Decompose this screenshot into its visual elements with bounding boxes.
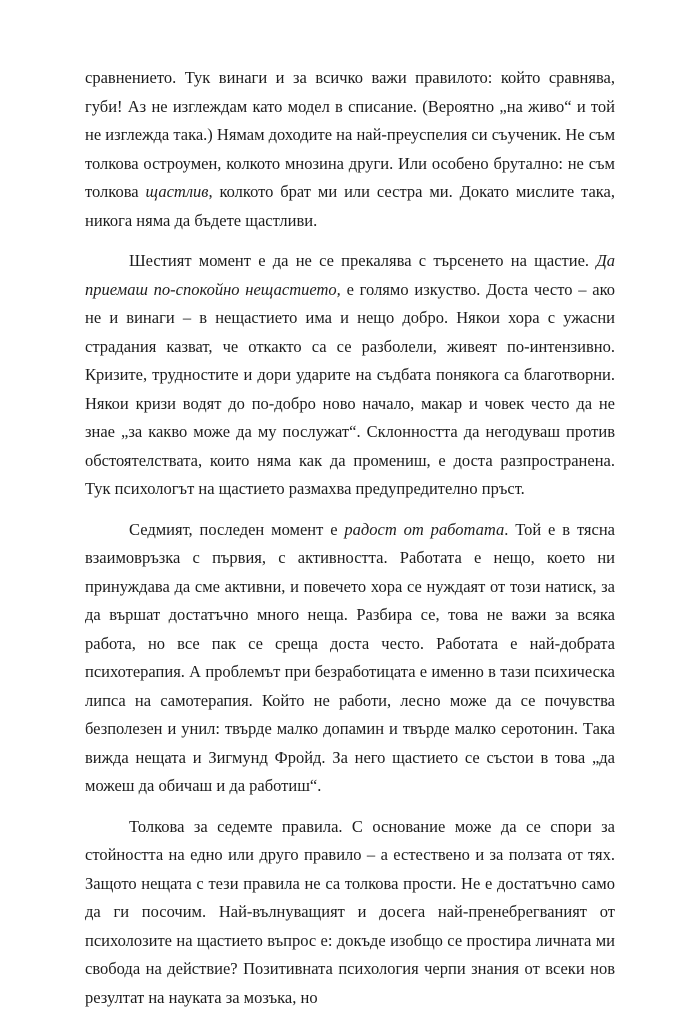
paragraph-3 — [85, 516, 615, 801]
paragraph-2-text-1: Шестият момент е да не се прекалява с търсенето на щастие. — [129, 251, 596, 270]
paragraph-4 — [85, 813, 615, 1012]
paragraph-3-text-2: . Той е в тясна взаимовръзка с първия, с активността. Работата е нещо, което ни принуждава да сме активни, и повечето хора се нуждаят от този натиск, за да вършат достатъчно много неща. Разбира се, това не важи за всяка работа, но все пак се среща доста често. Работата е най-добрата психотерапия. А проблемът при безработицата е именно в тази психическа липса на самотерапия. Който не работи, лесно може да се почувства безполезен и унил: твърде малко допамин и твърде малко серотонин. Така вижда нещата и Зигмунд Фройд. За него щастието се състои в това „да можеш да обичаш и да работиш“. — [85, 520, 615, 796]
paragraph-2 — [85, 247, 615, 504]
paragraph-1-text-2: , колкото брат ми или сестра ми. Докато мислите така, никога няма да бъдете щастливи. — [85, 182, 615, 230]
paragraph-2-italic-1: Да приемаш по-спокойно нещастието, — [85, 251, 615, 299]
paragraph-4-text-1: Толкова за седемте правила. С основание може да се спори за стойността на едно или друго правило – а естествено и за ползата от тях. Защото нещата с тези правила не са толкова прости. Не е достатъчно само да ги посочим. Най-вълнуващият и досега най-пренебрегваният от психолозите на щастието въпрос е: докъде изобщо се простира личната ми свобода на действие? Позитивната психология черпи знания от всеки нов резултат на науката за мозъка, но — [85, 817, 615, 1007]
paragraph-1-text-1: сравнението. Тук винаги и за всичко важи правилото: който сравнява, губи! Аз не изглеждам като модел в списание. (Вероятно „на живо“ и той не изглежда така.) Нямам доходите на най-преуспелия си съученик. Не съм толкова остроумен, колкото мнозина други. Или особено брутално: не съм толкова — [85, 68, 615, 201]
paragraph-2-text-2: е голямо изкуство. Доста често – ако не и винаги – в нещастието има и нещо добро. Някои хора с ужасни страдания казват, че откакто са се разболели, живеят по-интензивно. Кризите, трудностите и дори ударите на съдбата понякога са благотворни. Някои кризи водят до по-добро ново начало, макар и човек често да не знае „за какво може да му послужат“. Склонността да негодуваш против обстоятелствата, които няма как да промениш, е доста разпространена. Тук психологът на щастието размахва предупредително пръст. — [85, 280, 615, 499]
paragraph-1-italic-1: щастлив — [145, 182, 208, 201]
paragraph-3-text-1: Седмият, последен момент е — [129, 520, 344, 539]
paragraph-3-italic-1: радост от работата — [344, 520, 504, 539]
paragraph-1 — [85, 64, 615, 235]
